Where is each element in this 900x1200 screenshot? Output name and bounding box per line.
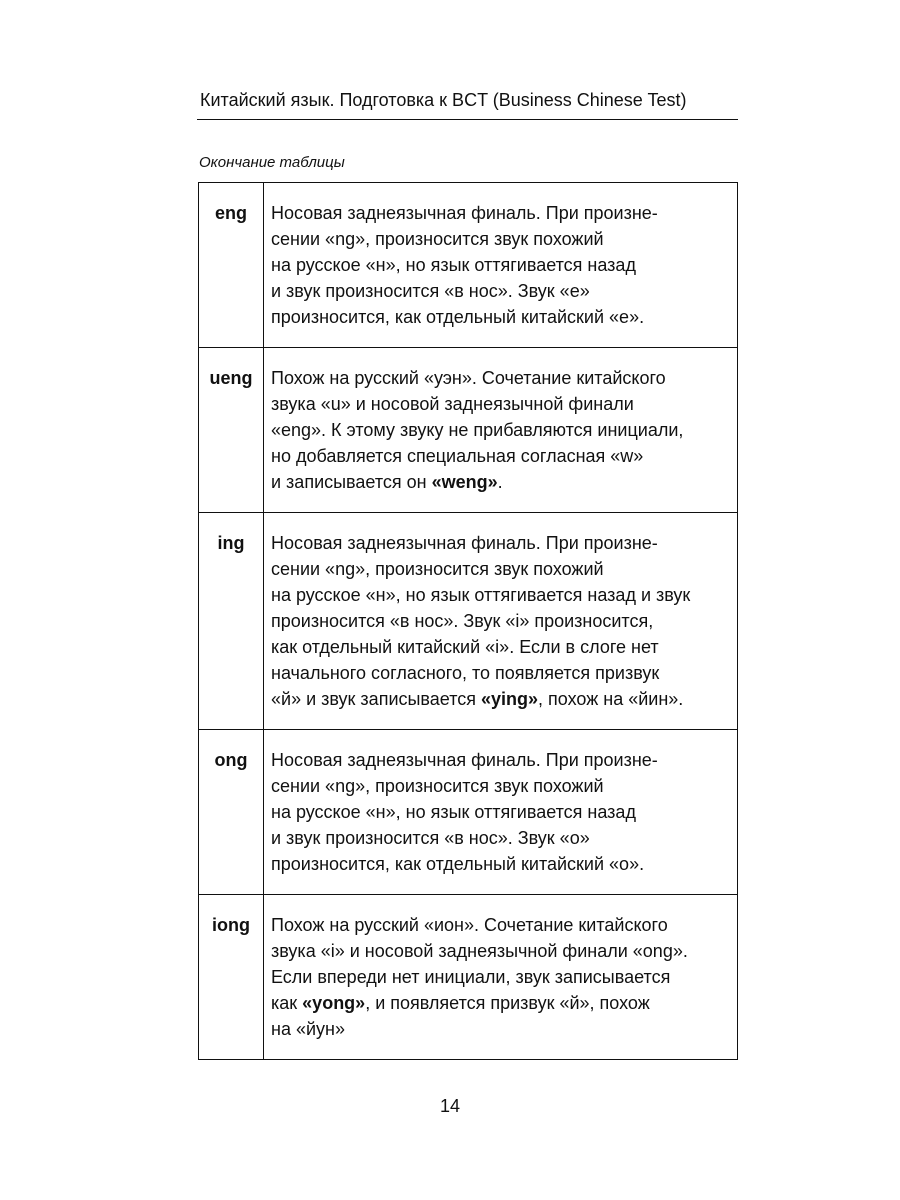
description-line: Похож на русский «ион». Сочетание китайского (271, 915, 668, 935)
description-line: но добавляется специальная согласная «w» (271, 446, 644, 466)
term-cell: ing (199, 513, 264, 730)
text-fragment: , и появляется призвук «й», похож (365, 993, 650, 1013)
table-row (199, 513, 738, 730)
description-line (271, 469, 731, 495)
text-fragment: , похож на «йин». (538, 689, 684, 709)
term-cell: iong (199, 895, 264, 1060)
table-row (199, 348, 738, 513)
description-line: начального согласного, то появляется призвук (271, 663, 660, 683)
description-line: на русское «н», но язык оттягивается назад и звук (271, 585, 691, 605)
bold-spelling: «ying» (481, 689, 539, 709)
page-number: 14 (439, 1096, 461, 1116)
description-line: Носовая заднеязычная финаль. При произне- (271, 203, 658, 223)
term-cell: eng (199, 183, 264, 348)
bold-spelling: «weng» (431, 472, 498, 492)
running-title: Китайский язык. Подготовка к BCT (Business Chinese Test) (200, 90, 687, 110)
description-line (271, 686, 731, 712)
description-cell (264, 183, 738, 348)
description-line: произносится, как отдельный китайский «е». (271, 307, 645, 327)
description-line: на русское «н», но язык оттягивается назад (271, 255, 636, 275)
description-line: Носовая заднеязычная финаль. При произне- (271, 750, 658, 770)
description-line: Похож на русский «уэн». Сочетание китайского (271, 368, 666, 388)
description-cell (264, 895, 738, 1060)
description-line: сении «ng», произносится звук похожий (271, 559, 604, 579)
text-fragment: . (497, 472, 503, 492)
description-line: произносится, как отдельный китайский «о». (271, 854, 645, 874)
table-row (199, 183, 738, 348)
description-line: и звук произносится «в нос». Звук «о» (271, 828, 590, 848)
description-line: звука «u» и носовой заднеязычной финали (271, 394, 634, 414)
description-line: на «йун» (271, 1019, 345, 1039)
description-cell (264, 513, 738, 730)
table-row (199, 730, 738, 895)
description-line: Если впереди нет инициали, звук записывается (271, 967, 671, 987)
header-rule (197, 119, 738, 120)
table-caption: Окончание таблицы (199, 154, 345, 171)
term-cell: ong (199, 730, 264, 895)
phonetics-table (198, 182, 738, 1060)
description-line: и звук произносится «в нос». Звук «е» (271, 281, 590, 301)
text-fragment: и записывается он (271, 472, 432, 492)
description-line: на русское «н», но язык оттягивается назад (271, 802, 636, 822)
table-row (199, 895, 738, 1060)
term-cell: ueng (199, 348, 264, 513)
text-fragment: как (271, 993, 303, 1013)
description-cell (264, 348, 738, 513)
description-line: «eng». К этому звуку не прибавляются инициали, (271, 420, 684, 440)
description-line: сении «ng», произносится звук похожий (271, 229, 604, 249)
description-line: Носовая заднеязычная финаль. При произне- (271, 533, 658, 553)
text-fragment: «й» и звук записывается (271, 689, 482, 709)
description-line: сении «ng», произносится звук похожий (271, 776, 604, 796)
bold-spelling: «yong» (302, 993, 366, 1013)
description-line: звука «i» и носовой заднеязычной финали «ong». (271, 941, 688, 961)
description-line: произносится «в нос». Звук «i» произносится, (271, 611, 654, 631)
description-cell (264, 730, 738, 895)
description-line: как отдельный китайский «i». Если в слоге нет (271, 637, 659, 657)
description-line (271, 990, 731, 1016)
